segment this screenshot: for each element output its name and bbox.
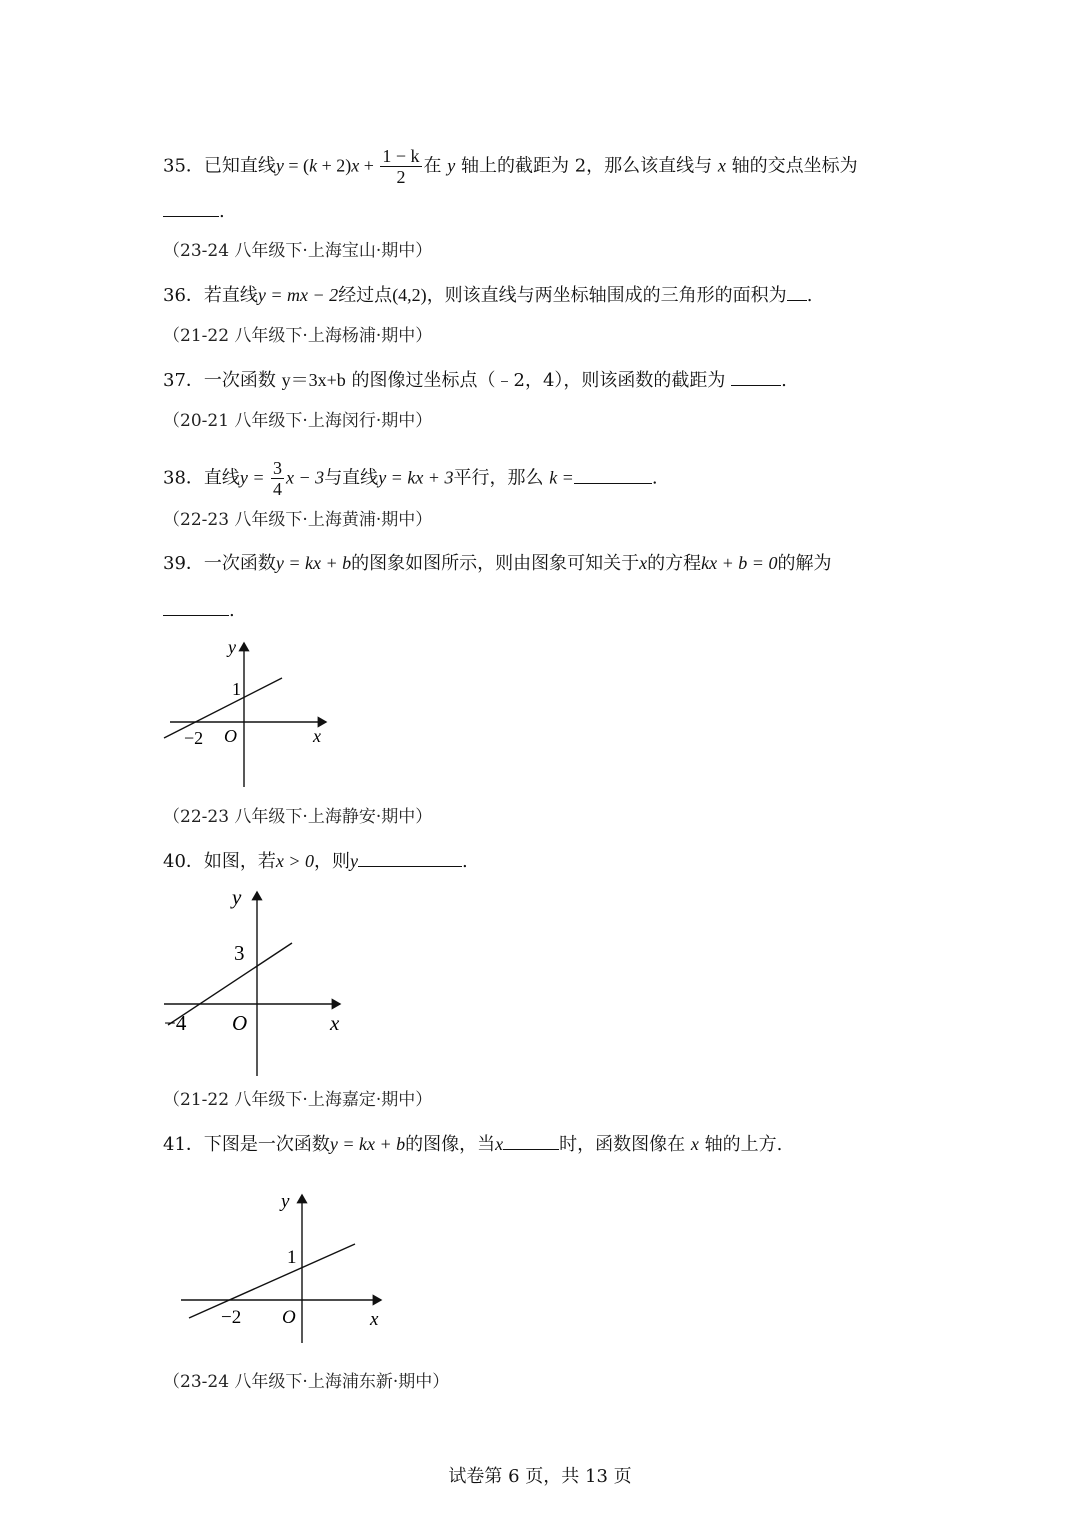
x-intercept-label: −2 [184, 728, 204, 748]
question-40 [163, 848, 468, 874]
question-text: 在 [423, 155, 442, 177]
source-35: （23-24 八年级下·上海宝山·期中） [163, 241, 433, 261]
punctuation: . [806, 285, 813, 306]
x-axis-label: x [330, 1011, 340, 1035]
question-number: 40． [163, 851, 204, 872]
punctuation: . [651, 467, 658, 489]
fraction [271, 458, 284, 499]
function-line [168, 943, 292, 1025]
origin-label: O [282, 1307, 296, 1328]
y-axis-label: y [232, 885, 242, 909]
math-var: x [690, 1134, 699, 1154]
question-41 [163, 1131, 782, 1157]
origin-label: O [224, 726, 237, 746]
question-text: 轴上的截距为 2，那么该直线与 [461, 155, 713, 177]
question-text: 一次函数 [203, 370, 276, 391]
math-point: (4,2) [392, 285, 427, 305]
math-var: y [447, 155, 456, 176]
math-expression: kx + b = 0 [701, 553, 778, 573]
punctuation: . [229, 600, 235, 621]
math-var: x [351, 155, 360, 176]
question-number: 35． [163, 155, 204, 177]
question-text: 时，函数图像在 [559, 1134, 686, 1155]
question-36 [163, 282, 812, 308]
question-text: 的解为 [777, 553, 832, 574]
answer-line-35 [163, 198, 225, 224]
question-text: 如图，若 [203, 851, 276, 872]
question-text: 的图象如图所示，则由图象可知关于 [351, 553, 640, 574]
source-40: （21-22 八年级下·上海嘉定·期中） [163, 1090, 433, 1110]
fraction-denominator: 2 [396, 167, 406, 187]
math-expression: y = kx + 3 [378, 467, 454, 488]
graph-39 [160, 635, 340, 795]
answer-line-39 [163, 597, 235, 623]
answer-blank[interactable] [731, 367, 781, 386]
x-intercept-label: −4 [164, 1011, 187, 1035]
question-text: 已知直线 [203, 155, 276, 177]
math-var: x [717, 155, 726, 176]
function-line [189, 1244, 355, 1318]
question-38 [163, 458, 658, 499]
question-37 [163, 367, 787, 393]
question-number: 41． [163, 1134, 204, 1155]
x-axis-label: x [313, 726, 321, 746]
answer-blank[interactable] [163, 198, 219, 217]
question-35 [163, 146, 858, 187]
question-number: 38． [163, 467, 204, 489]
math-text: + 2) [317, 155, 352, 176]
punctuation: . [219, 201, 225, 222]
y-axis-label: y [281, 1191, 290, 1212]
graph-40 [160, 880, 350, 1080]
question-text: 经过点 [338, 285, 393, 306]
question-text: 轴的上方. [704, 1134, 783, 1155]
graph-41 [175, 1185, 390, 1350]
math-expression: y = [239, 467, 270, 488]
fraction-numerator: 1 − k [382, 146, 420, 166]
question-text: ，则该直线与两坐标轴围成的三角形的面积为 [426, 285, 787, 306]
math-var: x [639, 553, 648, 573]
fraction [380, 146, 421, 187]
question-number: 39． [163, 553, 204, 574]
question-number: 36． [163, 285, 204, 306]
math-expression: x > 0 [275, 851, 315, 871]
answer-blank[interactable] [787, 282, 807, 301]
question-text: 直线 [203, 467, 240, 489]
question-text: 一次函数 [203, 553, 276, 574]
answer-blank[interactable] [503, 1131, 559, 1150]
question-text: ，则 [314, 851, 351, 872]
source-39: （22-23 八年级下·上海静安·期中） [163, 807, 433, 827]
y-intercept-label: 1 [287, 1247, 297, 1268]
question-text: 平行，那么 [453, 467, 544, 489]
math-expression: y = kx + b [275, 553, 352, 573]
punctuation: . [462, 851, 468, 872]
origin-label: O [232, 1011, 248, 1035]
math-var: y [350, 851, 359, 871]
answer-blank[interactable] [358, 848, 462, 867]
y-intercept-label: 1 [232, 679, 241, 699]
math-expression: y＝3x+b [281, 370, 346, 390]
question-text: 与直线 [324, 467, 379, 489]
question-39 [163, 551, 831, 576]
x-intercept-label: −2 [221, 1307, 242, 1328]
y-axis-label: y [228, 637, 236, 657]
answer-blank[interactable] [163, 597, 229, 616]
punctuation: . [781, 370, 787, 391]
source-41: （23-24 八年级下·上海浦东新·期中） [163, 1372, 450, 1392]
source-37: （20-21 八年级下·上海闵行·期中） [163, 411, 433, 431]
answer-blank[interactable] [574, 465, 652, 484]
question-text: 的图像，当 [405, 1134, 496, 1155]
math-expression: y = kx + b [329, 1134, 406, 1154]
page-footer: 试卷第 6 页，共 13 页 [448, 1466, 632, 1487]
question-text: 下图是一次函数 [203, 1134, 330, 1155]
math-expression: y = mx − 2 [257, 285, 339, 305]
function-line [164, 678, 282, 738]
question-text: 若直线 [203, 285, 258, 306]
question-text: 的方程 [647, 553, 702, 574]
question-text: 的图像过坐标点（﹣2，4），则该函数的截距为 [351, 370, 726, 391]
math-expression: x − 3 [286, 467, 325, 488]
math-var: y [275, 155, 284, 176]
fraction-numerator: 3 [273, 458, 283, 478]
math-var: x [495, 1134, 504, 1154]
math-text: = ( [283, 155, 310, 176]
y-intercept-label: 3 [234, 941, 245, 965]
math-var: k [309, 155, 318, 176]
math-text: + [359, 155, 379, 176]
question-text: 轴的交点坐标为 [731, 155, 858, 177]
source-38: （22-23 八年级下·上海黄浦·期中） [163, 510, 433, 530]
fraction-denominator: 4 [273, 479, 283, 499]
source-36: （21-22 八年级下·上海杨浦·期中） [163, 326, 433, 346]
question-number: 37． [163, 370, 204, 391]
x-axis-label: x [370, 1309, 379, 1330]
math-expression: k = [549, 467, 574, 488]
